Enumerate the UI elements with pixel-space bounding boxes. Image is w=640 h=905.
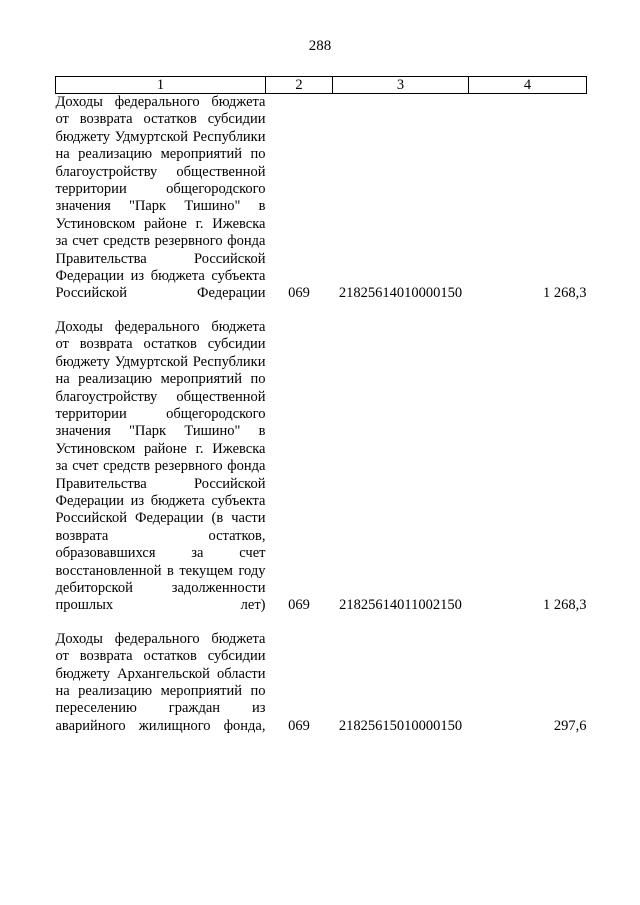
row-description: Доходы федерального бюджета от возврата остатков субсидии бюджету Удмуртской Республики на реализацию мероприятий по благоустройству общественной территории общегородского значения "Парк Тишино" в Устиновском районе г. Ижевска за счет средств резервного фонда Правительства Российской Федерации из бюджета субъекта Российской Федерации [55, 94, 266, 302]
row-amount: 1 268,3 [543, 285, 587, 302]
row-amount: 1 268,3 [543, 597, 587, 614]
table-row [56, 94, 587, 303]
row-amount: 297,6 [553, 717, 587, 734]
row-budget-code: 21825615010000150 [338, 717, 463, 734]
column-header-3: 3 [333, 77, 469, 94]
table-row [56, 319, 587, 615]
row-admin-code: 069 [288, 285, 310, 302]
table-header-row [56, 77, 587, 94]
row-budget-code: 21825614011002150 [339, 597, 462, 614]
column-header-4: 4 [469, 77, 587, 94]
row-description: Доходы федерального бюджета от возврата остатков субсидии бюджету Удмуртской Республики на реализацию мероприятий по благоустройству общественной территории общегородского значения "Парк Тишино" в Устиновском районе г. Ижевска за счет средств резервного фонда Правительства Российской Федерации из бюджета субъекта Российской Федерации (в части возврата остатков, образовавшихся за счет восстановленной в текущем году дебиторской задолженности прошлых лет) [55, 318, 266, 614]
row-admin-code: 069 [288, 717, 310, 734]
table-row [56, 631, 587, 735]
budget-table [55, 76, 587, 735]
row-budget-code: 21825614010000150 [338, 285, 463, 302]
column-header-2: 2 [266, 77, 333, 94]
row-description: Доходы федерального бюджета от возврата остатков субсидии бюджету Архангельской области на реализацию мероприятий по переселению граждан из аварийного жилищного фонда, [55, 630, 266, 734]
row-spacer [56, 615, 587, 631]
page-number: 288 [308, 38, 332, 54]
row-admin-code: 069 [288, 597, 310, 614]
row-spacer [56, 303, 587, 319]
column-header-1: 1 [56, 77, 266, 94]
